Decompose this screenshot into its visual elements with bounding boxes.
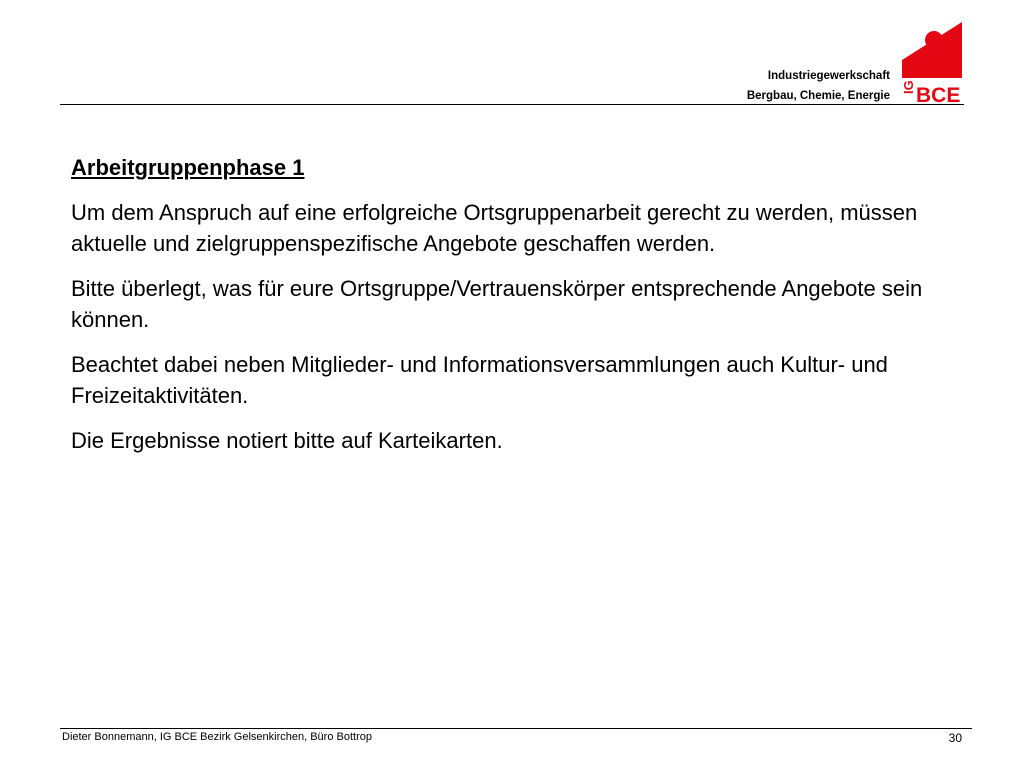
organization-name-line1: Industriegewerkschaft bbox=[767, 70, 890, 82]
ig-bce-logo bbox=[900, 20, 964, 104]
logo-figure-head bbox=[925, 31, 943, 49]
footer-divider bbox=[60, 728, 972, 729]
slide-content bbox=[71, 152, 951, 470]
paragraph-4: Die Ergebnisse notiert bitte auf Karteikarten. bbox=[71, 428, 503, 453]
logo-bce-text: BCE bbox=[916, 84, 961, 104]
paragraph-3: Beachtet dabei neben Mitglieder- und Informationsversammlungen auch Kultur- und Freizeitaktivitäten. bbox=[71, 352, 888, 408]
header-divider bbox=[60, 104, 964, 105]
organization-name bbox=[747, 66, 890, 106]
slide-heading: Arbeitgruppenphase 1 bbox=[71, 155, 305, 180]
logo-ig-text: IG bbox=[901, 80, 916, 94]
page-number: 30 bbox=[948, 731, 962, 745]
footer-author: Dieter Bonnemann, IG BCE Bezirk Gelsenkirchen, Büro Bottrop bbox=[62, 731, 372, 743]
paragraph-2: Bitte überlegt, was für eure Ortsgruppe/Vertrauenskörper entsprechende Angebote sein können. bbox=[71, 276, 923, 332]
paragraph-1: Um dem Anspruch auf eine erfolgreiche Ortsgruppenarbeit gerecht zu werden, müssen aktuelle und zielgruppenspezifische Angebote geschaffen werden. bbox=[71, 200, 918, 256]
logo-banner-shape bbox=[902, 22, 962, 78]
organization-name-line2: Bergbau, Chemie, Energie bbox=[746, 90, 890, 102]
